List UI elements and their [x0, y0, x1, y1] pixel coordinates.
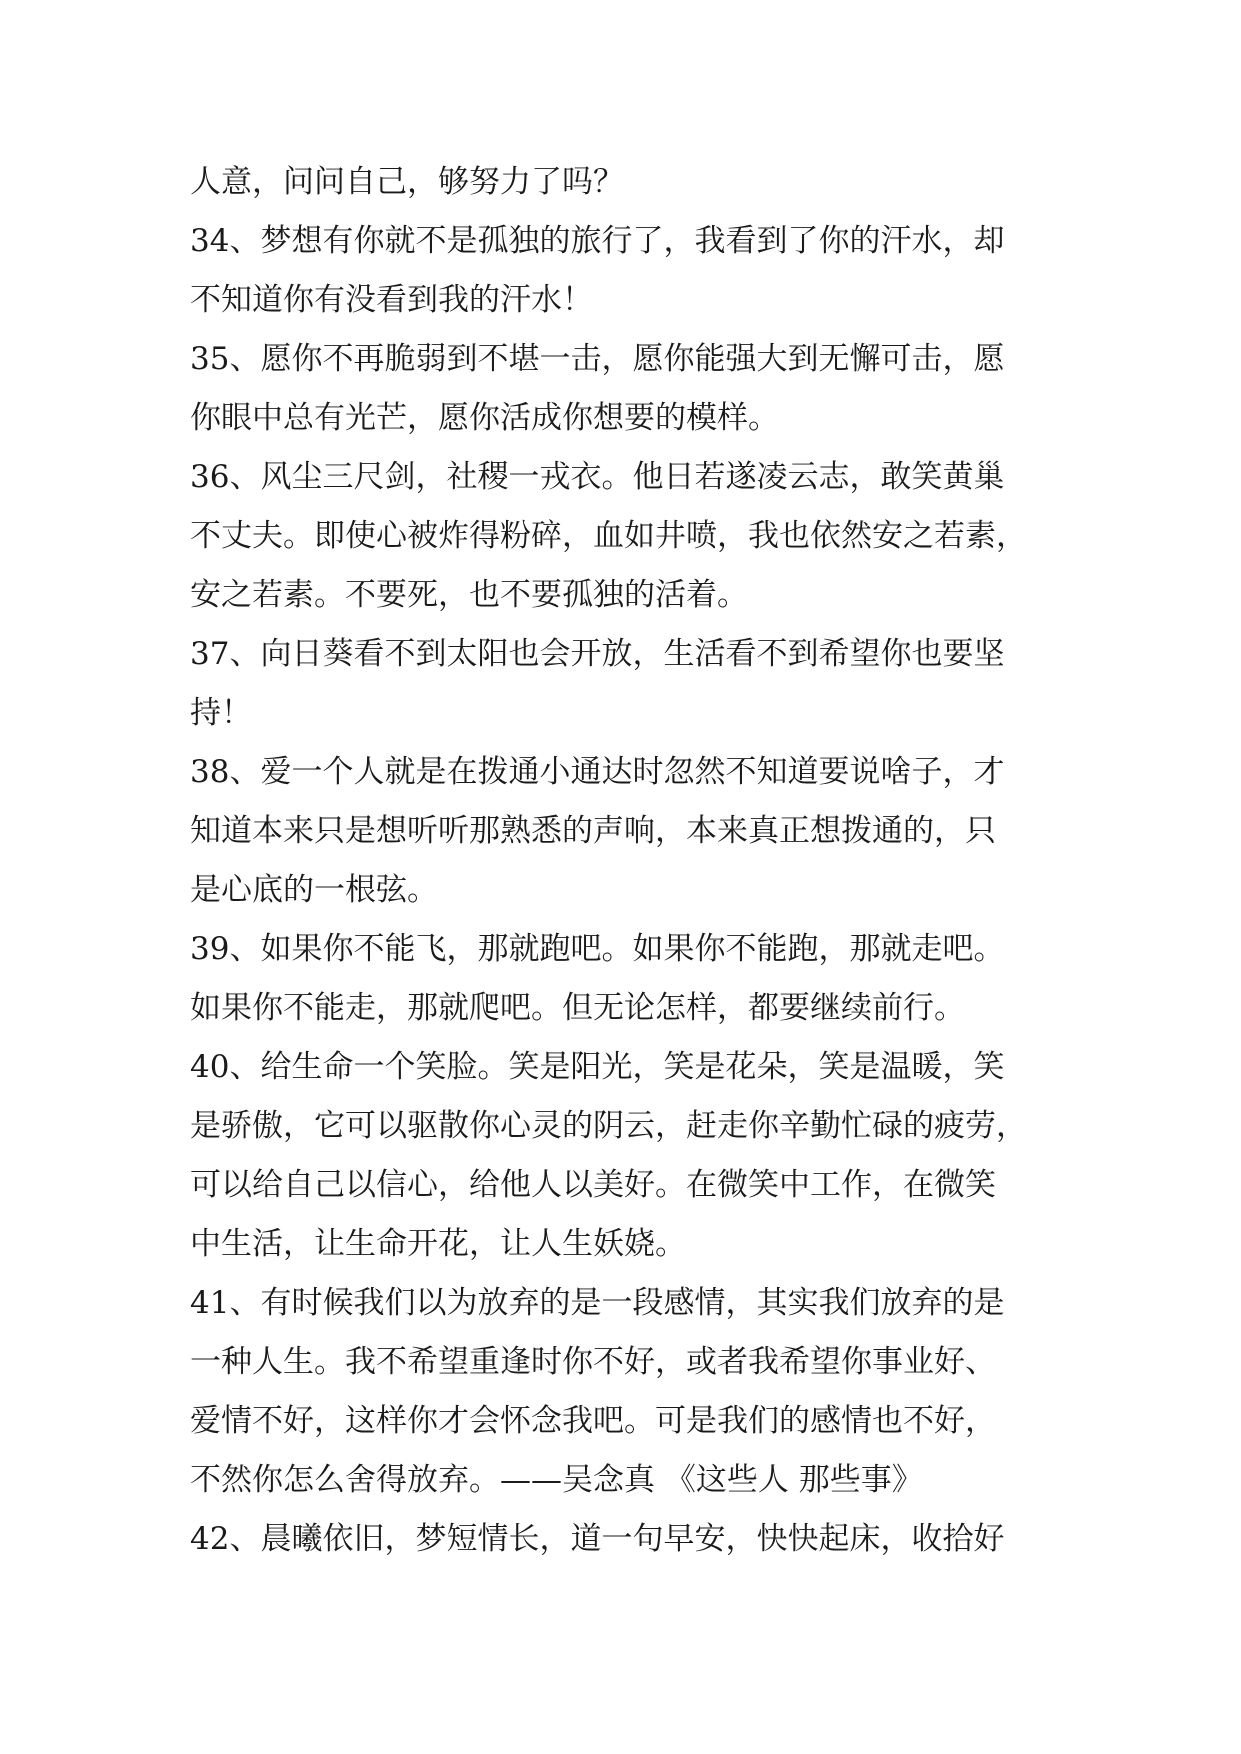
text-line: 中生活，让生命开花，让人生妖娆。	[190, 1226, 686, 1262]
text-line: 知道本来只是想听听那熟悉的声响，本来真正想拨通的，只	[190, 813, 996, 849]
text-line: 可以给自己以信心，给他人以美好。在微笑中工作，在微笑	[190, 1167, 996, 1203]
body-text	[190, 153, 1070, 1569]
text-line: 人意，问问自己，够努力了吗？	[190, 164, 624, 200]
text-line: 你眼中总有光芒，愿你活成你想要的模样。	[190, 400, 779, 436]
text-line: 41、有时候我们以为放弃的是一段感情，其实我们放弃的是	[190, 1285, 1005, 1321]
text-line: 安之若素。不要死，也不要孤独的活着。	[190, 577, 748, 613]
text-line: 35、愿你不再脆弱到不堪一击，愿你能强大到无懈可击，愿	[190, 341, 1005, 377]
text-line: 34、梦想有你就不是孤独的旅行了，我看到了你的汗水，却	[190, 223, 1005, 259]
text-line: 不知道你有没看到我的汗水！	[190, 282, 593, 318]
text-line: 不丈夫。即使心被炸得粉碎，血如井喷，我也依然安之若素，	[190, 518, 1027, 554]
text-line: 42、晨曦依旧，梦短情长，道一句早安，快快起床，收拾好	[190, 1521, 1005, 1557]
text-line: 是心底的一根弦。	[190, 872, 438, 908]
text-line: 一种人生。我不希望重逢时你不好，或者我希望你事业好、	[190, 1344, 996, 1380]
text-line: 如果你不能走，那就爬吧。但无论怎样，都要继续前行。	[190, 990, 965, 1026]
text-line: 爱情不好，这样你才会怀念我吧。可是我们的感情也不好，	[190, 1403, 996, 1439]
text-line: 是骄傲，它可以驱散你心灵的阴云，赶走你辛勤忙碌的疲劳，	[190, 1108, 1027, 1144]
text-line: 持！	[190, 695, 252, 731]
text-line: 37、向日葵看不到太阳也会开放，生活看不到希望你也要坚	[190, 636, 1005, 672]
text-line: 38、爱一个人就是在拨通小通达时忽然不知道要说啥子，才	[190, 754, 1005, 790]
text-line: 40、给生命一个笑脸。笑是阳光，笑是花朵，笑是温暖，笑	[190, 1049, 1005, 1085]
text-line: 不然你怎么舍得放弃。——吴念真 《这些人 那些事》	[190, 1462, 923, 1498]
text-line: 36、风尘三尺剑，社稷一戎衣。他日若遂凌云志，敢笑黄巢	[190, 459, 1005, 495]
text-line: 39、如果你不能飞，那就跑吧。如果你不能跑，那就走吧。	[190, 931, 1005, 967]
